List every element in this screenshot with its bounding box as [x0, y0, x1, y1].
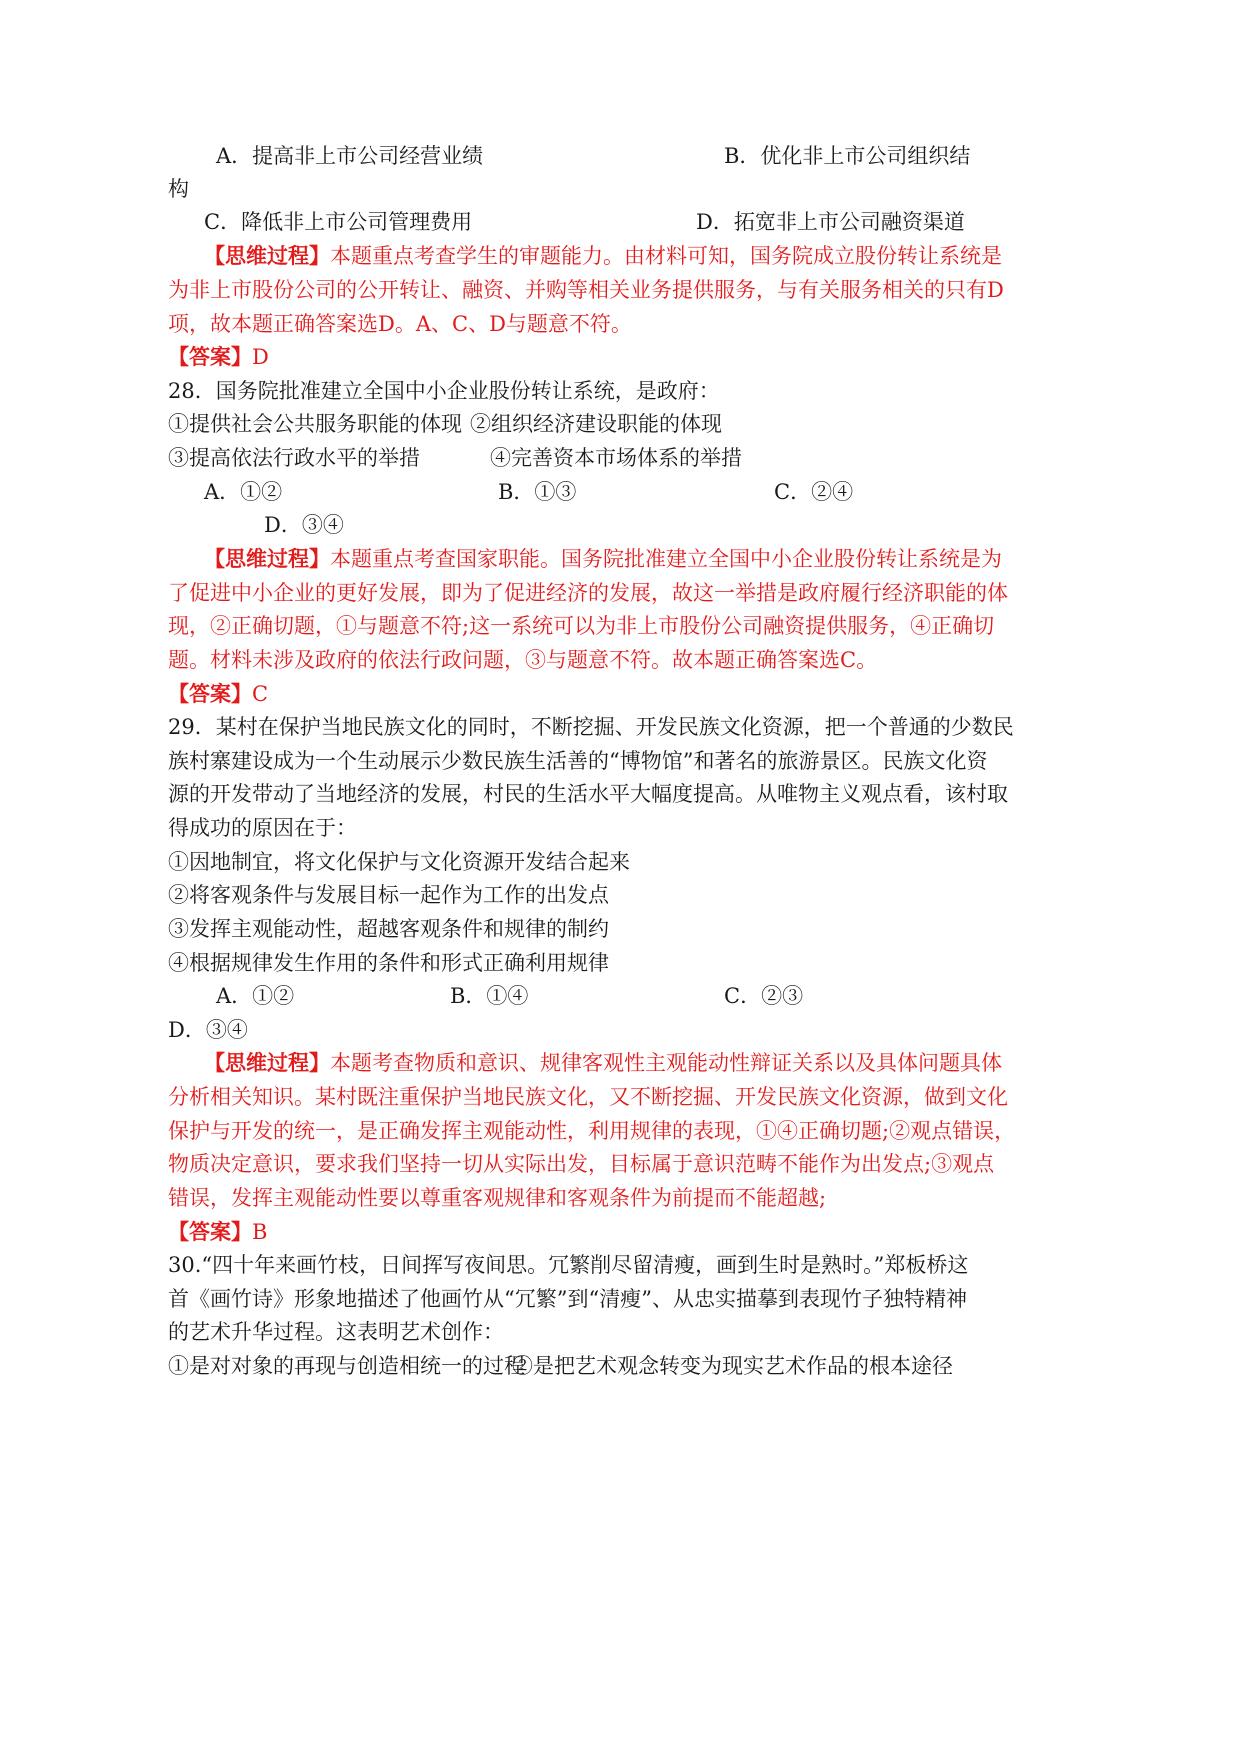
q29-process-line-5: 错误，发挥主观能动性要以尊重客观规律和客观条件为前提而不能超越;: [168, 1186, 827, 1210]
q27-process-line-2: 为非上市股份公司的公开转让、融资、并购等相关业务提供服务，与有关服务相关的只有D: [168, 278, 1004, 302]
q28-option-c: C．②④: [774, 480, 854, 504]
q28-option-a: A．①②: [204, 480, 283, 504]
q29-item-3: ③发挥主观能动性，超越客观条件和规律的制约: [168, 917, 609, 941]
q29-item-1: ①因地制宜，将文化保护与文化资源开发结合起来: [168, 850, 630, 874]
q29-option-b: B．①④: [450, 984, 529, 1008]
q27-process-tag: 【思维过程】: [204, 243, 330, 268]
q27-option-d: D．拓宽非上市公司融资渠道: [696, 210, 965, 234]
q27-answer: 【答案】D: [168, 344, 269, 369]
q28-process-line-3: 现，②正确切题，①与题意不符;这一系统可以为非上市股份公司融资提供服务，④正确切: [168, 614, 995, 638]
q29-option-a: A．①②: [216, 984, 295, 1008]
q29-option-c: C．②③: [724, 984, 804, 1008]
q29-stem-line-2: 族村寨建设成为一个生动展示少数民族生活善的“博物馆”和著名的旅游景区。民族文化资: [168, 749, 988, 773]
q28-option-d: D．③④: [264, 513, 344, 537]
q29-process-line-1: 【思维过程】本题考查物质和意识、规律客观性主观能动性辩证关系以及具体问题具体: [204, 1050, 1002, 1075]
q29-process-line-4: 物质决定意识，要求我们坚持一切从实际出发，目标属于意识范畴不能作为出发点;③观点: [168, 1152, 995, 1176]
q29-stem-line-3: 源的开发带动了当地经济的发展，村民的生活水平大幅度提高。从唯物主义观点看，该村取: [168, 782, 1008, 806]
q29-stem-line-4: 得成功的原因在于：: [168, 816, 357, 840]
q27-option-c: C．降低非上市公司管理费用: [204, 210, 473, 234]
q30-stem-line-2: 首《画竹诗》形象地描述了他画竹从“冗繁”到“清瘦”、从忠实描摹到表现竹子独特精神: [168, 1287, 967, 1311]
q28-option-b: B．①③: [498, 480, 577, 504]
q28-item-3: ③提高依法行政水平的举措: [168, 446, 420, 470]
q29-answer: 【答案】B: [168, 1219, 268, 1244]
q29-option-d: D．③④: [168, 1018, 248, 1042]
q30-stem-line-3: 的艺术升华过程。这表明艺术创作：: [168, 1320, 504, 1344]
q28-process-line-1: 【思维过程】本题重点考查国家职能。国务院批准建立全国中小企业股份转让系统是为: [204, 546, 1002, 571]
q28-stem: 28．国务院批准建立全国中小企业股份转让系统，是政府：: [168, 379, 720, 403]
q29-stem-line-1: 29．某村在保护当地民族文化的同时，不断挖掘、开发民族文化资源，把一个普通的少数民: [168, 715, 1014, 739]
q29-item-2: ②将客观条件与发展目标一起作为工作的出发点: [168, 883, 609, 907]
q30-item-2: ②是把艺术观念转变为现实艺术作品的根本途径: [512, 1354, 953, 1378]
q28-item-4: ④完善资本市场体系的举措: [490, 446, 742, 470]
q28-process-line-4: 题。材料未涉及政府的依法行政问题，③与题意不符。故本题正确答案选C。: [168, 648, 878, 672]
q27-option-b: B．优化非上市公司组织结: [724, 144, 971, 168]
q28-answer: 【答案】C: [168, 681, 269, 706]
q30-stem-line-1: 30.“四十年来画竹枝，日间挥写夜间思。冗繁削尽留清瘦，画到生时是熟时。”郑板桥这: [168, 1253, 969, 1277]
q29-item-4: ④根据规律发生作用的条件和形式正确利用规律: [168, 951, 609, 975]
q27-process-line-3: 项，故本题正确答案选D。A、C、D与题意不符。: [168, 312, 632, 336]
q27-option-a: A．提高非上市公司经营业绩: [216, 144, 484, 168]
q27-process-line-1: 【思维过程】本题重点考查学生的审题能力。由材料可知，国务院成立股份转让系统是: [204, 243, 1002, 268]
q29-process-line-2: 分析相关知识。某村既注重保护当地民族文化，又不断挖掘、开发民族文化资源，做到文化: [168, 1085, 1008, 1109]
q28-item-1: ①提供社会公共服务职能的体现: [168, 412, 462, 436]
q30-item-1: ①是对对象的再现与创造相统一的过程: [168, 1354, 525, 1378]
q28-process-line-2: 了促进中小企业的更好发展，即为了促进经济的发展，故这一举措是政府履行经济职能的体: [168, 581, 1008, 605]
q27-option-b-wrap: 构: [168, 177, 189, 201]
q28-item-2: ②组织经济建设职能的体现: [470, 412, 722, 436]
q29-process-tag: 【思维过程】: [204, 1050, 330, 1075]
q28-process-tag: 【思维过程】: [204, 546, 330, 571]
q29-process-line-3: 保护与开发的统一，是正确发挥主观能动性，利用规律的表现，①④正确切题;②观点错误，: [168, 1119, 1016, 1143]
